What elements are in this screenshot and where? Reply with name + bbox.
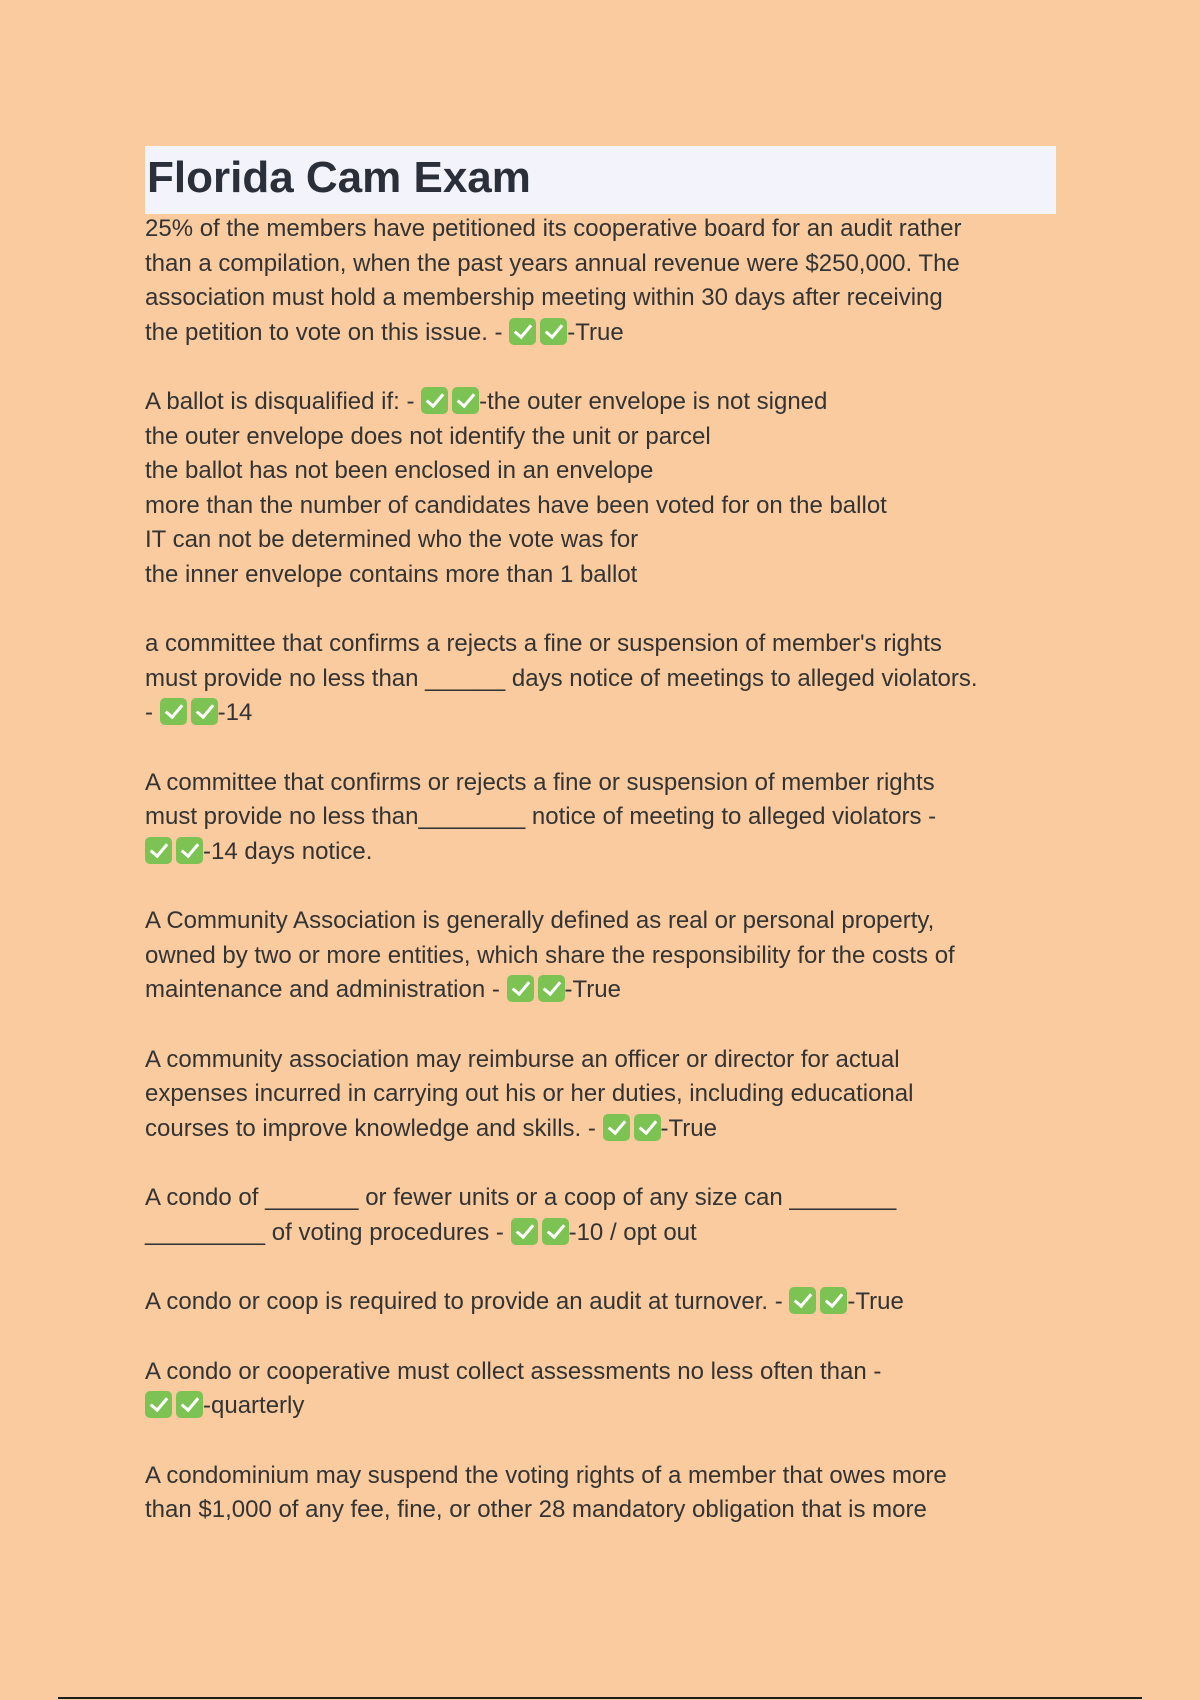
answer-line xyxy=(145,385,1075,420)
question-line: association must hold a membership meeting within 30 days after receiving xyxy=(145,284,943,311)
answer-continuation-line: the inner envelope contains more than 1 ballot xyxy=(145,560,638,588)
qa-item xyxy=(145,1459,1075,1528)
question-line: owned by two or more entities, which share the responsibility for the costs of xyxy=(145,941,955,969)
question-line: A Community Association is generally defined as real or personal property, xyxy=(145,907,935,934)
answer-text: -quarterly xyxy=(203,1392,305,1419)
document-body xyxy=(145,212,1075,1563)
question-line: a committee that confirms a rejects a fine or suspension of member's rights xyxy=(145,630,942,657)
question-line: A community association may reimburse an officer or director for actual xyxy=(145,1045,900,1073)
answer-line xyxy=(145,973,1075,1008)
qa-item xyxy=(145,1043,1075,1147)
qa-item xyxy=(145,766,1075,870)
check-mark-icon xyxy=(789,1287,816,1314)
check-mark-icon xyxy=(507,975,534,1002)
check-mark-icon xyxy=(145,837,172,864)
document-title: Florida Cam Exam xyxy=(147,153,531,202)
check-mark-icon xyxy=(176,1391,203,1418)
answer-text: -14 xyxy=(217,699,253,726)
check-mark-icon xyxy=(820,1287,847,1314)
answer-text: -10 / opt out xyxy=(568,1218,697,1246)
answer-line xyxy=(145,696,1075,731)
question-line: must provide no less than ______ days notice of meetings to alleged violators. xyxy=(145,664,978,692)
answer-text: -True xyxy=(564,976,621,1003)
question-line: expenses incurred in carrying out his or her duties, including educational xyxy=(145,1080,914,1107)
question-line: than a compilation, when the past years annual revenue were $250,000. The xyxy=(145,249,960,277)
question-tail: _________ of voting procedures - xyxy=(145,1218,511,1246)
check-mark-icon xyxy=(509,318,536,345)
question-line: A condo of _______ or fewer units or a coop of any size can ________ xyxy=(145,1184,897,1211)
answer-text: -True xyxy=(567,318,624,346)
check-mark-icon xyxy=(191,698,218,725)
question-tail: - xyxy=(145,699,160,726)
question-tail: maintenance and administration - xyxy=(145,976,507,1003)
question-tail: A condo or coop is required to provide an audit at turnover. - xyxy=(145,1288,790,1315)
answer-text: -the outer envelope is not signed xyxy=(479,388,828,415)
question-line: A committee that confirms or rejects a fine or suspension of member rights xyxy=(145,768,935,796)
answer-continuation-line: more than the number of candidates have been voted for on the ballot xyxy=(145,491,887,519)
qa-item xyxy=(145,1285,1075,1320)
check-mark-icon xyxy=(542,1218,569,1245)
qa-item xyxy=(145,212,1075,350)
answer-text: -True xyxy=(847,1288,904,1315)
question-line: A condo or cooperative must collect assessments no less often than - xyxy=(145,1357,882,1385)
answer-line xyxy=(145,835,1075,870)
answer-continuation-line: the ballot has not been enclosed in an envelope xyxy=(145,457,654,484)
question-line: than $1,000 of any fee, fine, or other 28 mandatory obligation that is more xyxy=(145,1496,927,1523)
check-mark-icon xyxy=(145,1391,172,1418)
answer-line xyxy=(145,1285,1075,1320)
answer-continuation-line: the outer envelope does not identify the unit or parcel xyxy=(145,422,711,450)
question-line: must provide no less than________ notice of meeting to alleged violators - xyxy=(145,803,937,830)
check-mark-icon xyxy=(421,387,448,414)
question-line: A condominium may suspend the voting rights of a member that owes more xyxy=(145,1461,947,1489)
check-mark-icon xyxy=(452,387,479,414)
title-banner xyxy=(145,146,1056,214)
check-mark-icon xyxy=(511,1218,538,1245)
qa-item xyxy=(145,627,1075,731)
qa-item xyxy=(145,385,1075,592)
answer-line xyxy=(145,1112,1075,1147)
check-mark-icon xyxy=(176,837,203,864)
qa-item xyxy=(145,1181,1075,1250)
question-tail: A ballot is disqualified if: - xyxy=(145,388,422,415)
answer-text: -True xyxy=(660,1114,717,1142)
question-line: 25% of the members have petitioned its cooperative board for an audit rather xyxy=(145,215,962,242)
answer-line xyxy=(145,316,1075,351)
check-mark-icon xyxy=(538,975,565,1002)
check-mark-icon xyxy=(634,1114,661,1141)
answer-continuation-line: IT can not be determined who the vote was for xyxy=(145,526,639,553)
page-bottom-divider xyxy=(58,1697,1142,1699)
question-tail: the petition to vote on this issue. - xyxy=(145,318,510,346)
check-mark-icon xyxy=(603,1114,630,1141)
answer-line xyxy=(145,1389,1075,1424)
qa-item xyxy=(145,1355,1075,1424)
check-mark-icon xyxy=(540,318,567,345)
check-mark-icon xyxy=(160,698,187,725)
question-tail: courses to improve knowledge and skills. - xyxy=(145,1114,603,1142)
answer-text: -14 days notice. xyxy=(203,837,373,865)
qa-item xyxy=(145,904,1075,1008)
answer-line xyxy=(145,1216,1075,1251)
